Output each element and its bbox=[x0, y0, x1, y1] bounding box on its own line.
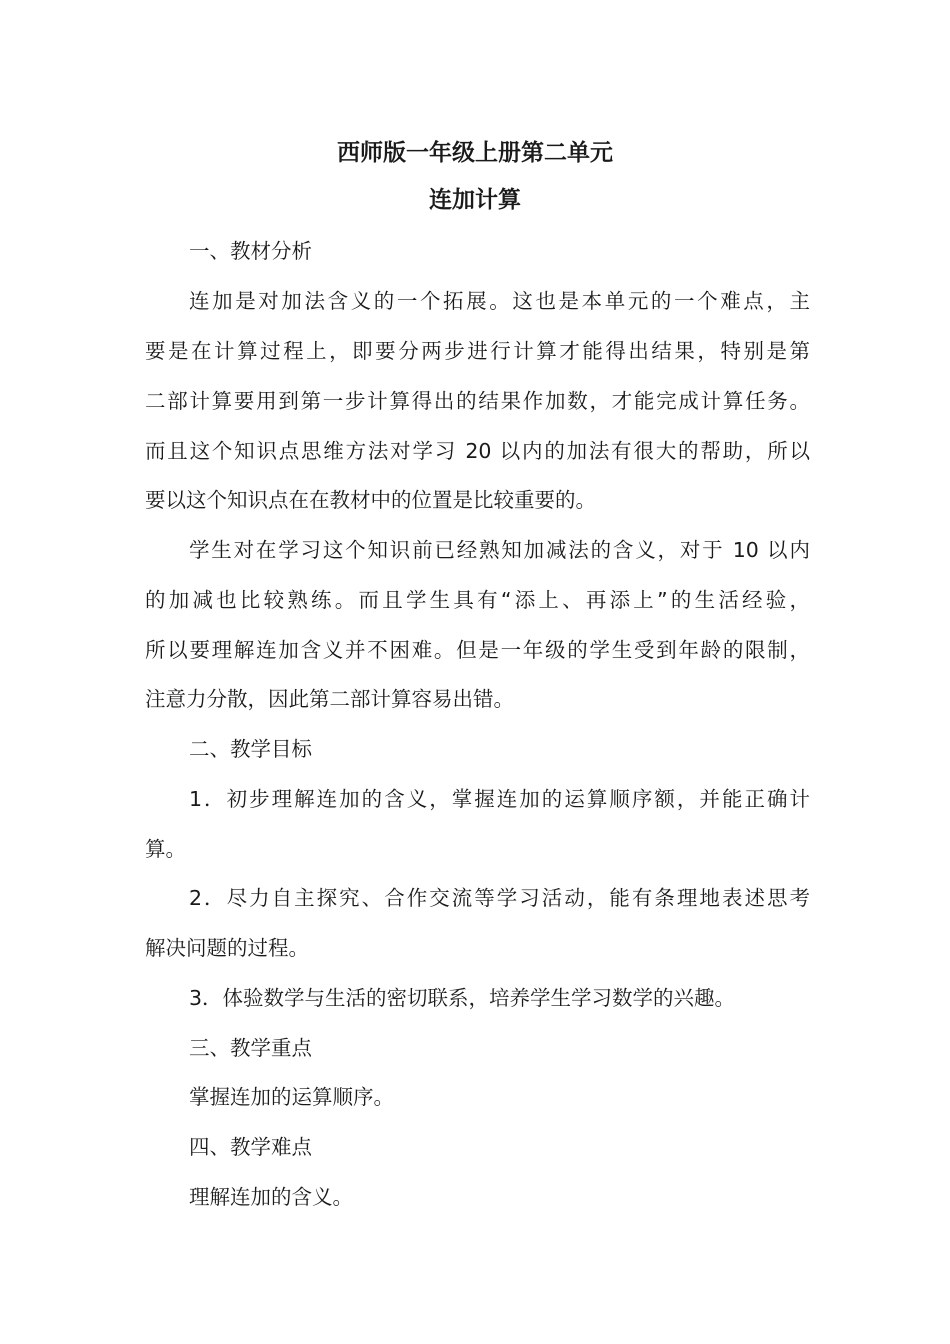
paragraph-line: 二部计算要用到第一步计算得出的结果作加数，才能完成计算任务。 bbox=[145, 389, 810, 413]
paragraph-line: 的加减也比较熟练。而且学生具有“添上、再添上”的生活经验， bbox=[145, 588, 810, 612]
paragraph-line: 要是在计算过程上，即要分两步进行计算才能得出结果，特别是第 bbox=[145, 339, 810, 363]
paragraph-line: 所以要理解连加含义并不困难。但是一年级的学生受到年龄的限制， bbox=[145, 638, 810, 662]
document-title: 西师版一年级上册第二单元 bbox=[337, 140, 613, 166]
section-heading-analysis: 一、教材分析 bbox=[189, 239, 312, 263]
section-heading-key-point: 三、教学重点 bbox=[189, 1036, 312, 1060]
goal-item: 1．初步理解连加的含义，掌握连加的运算顺序额，并能正确计 bbox=[189, 787, 810, 811]
paragraph-line: 要以这个知识点在在教材中的位置是比较重要的。 bbox=[145, 488, 596, 512]
paragraph-line: 而且这个知识点思维方法对学习 20 以内的加法有很大的帮助，所以 bbox=[145, 439, 810, 463]
paragraph-line: 注意力分散，因此第二部计算容易出错。 bbox=[145, 687, 514, 711]
paragraph-line: 连加是对加法含义的一个拓展。这也是本单元的一个难点，主 bbox=[189, 289, 810, 313]
goal-item-continued: 解决问题的过程。 bbox=[145, 936, 309, 960]
goal-item: 3．体验数学与生活的密切联系，培养学生学习数学的兴趣。 bbox=[189, 986, 736, 1010]
section-heading-difficulty: 四、教学难点 bbox=[189, 1135, 312, 1159]
section-heading-goals: 二、教学目标 bbox=[189, 737, 312, 761]
difficulty-text: 理解连加的含义。 bbox=[189, 1185, 353, 1209]
paragraph-line: 学生对在学习这个知识前已经熟知加减法的含义，对于 10 以内 bbox=[189, 538, 810, 562]
goal-item-continued: 算。 bbox=[145, 837, 186, 861]
document-subtitle: 连加计算 bbox=[429, 187, 521, 213]
goal-item: 2．尽力自主探究、合作交流等学习活动，能有条理地表述思考 bbox=[189, 886, 810, 910]
key-point-text: 掌握连加的运算顺序。 bbox=[189, 1085, 394, 1109]
